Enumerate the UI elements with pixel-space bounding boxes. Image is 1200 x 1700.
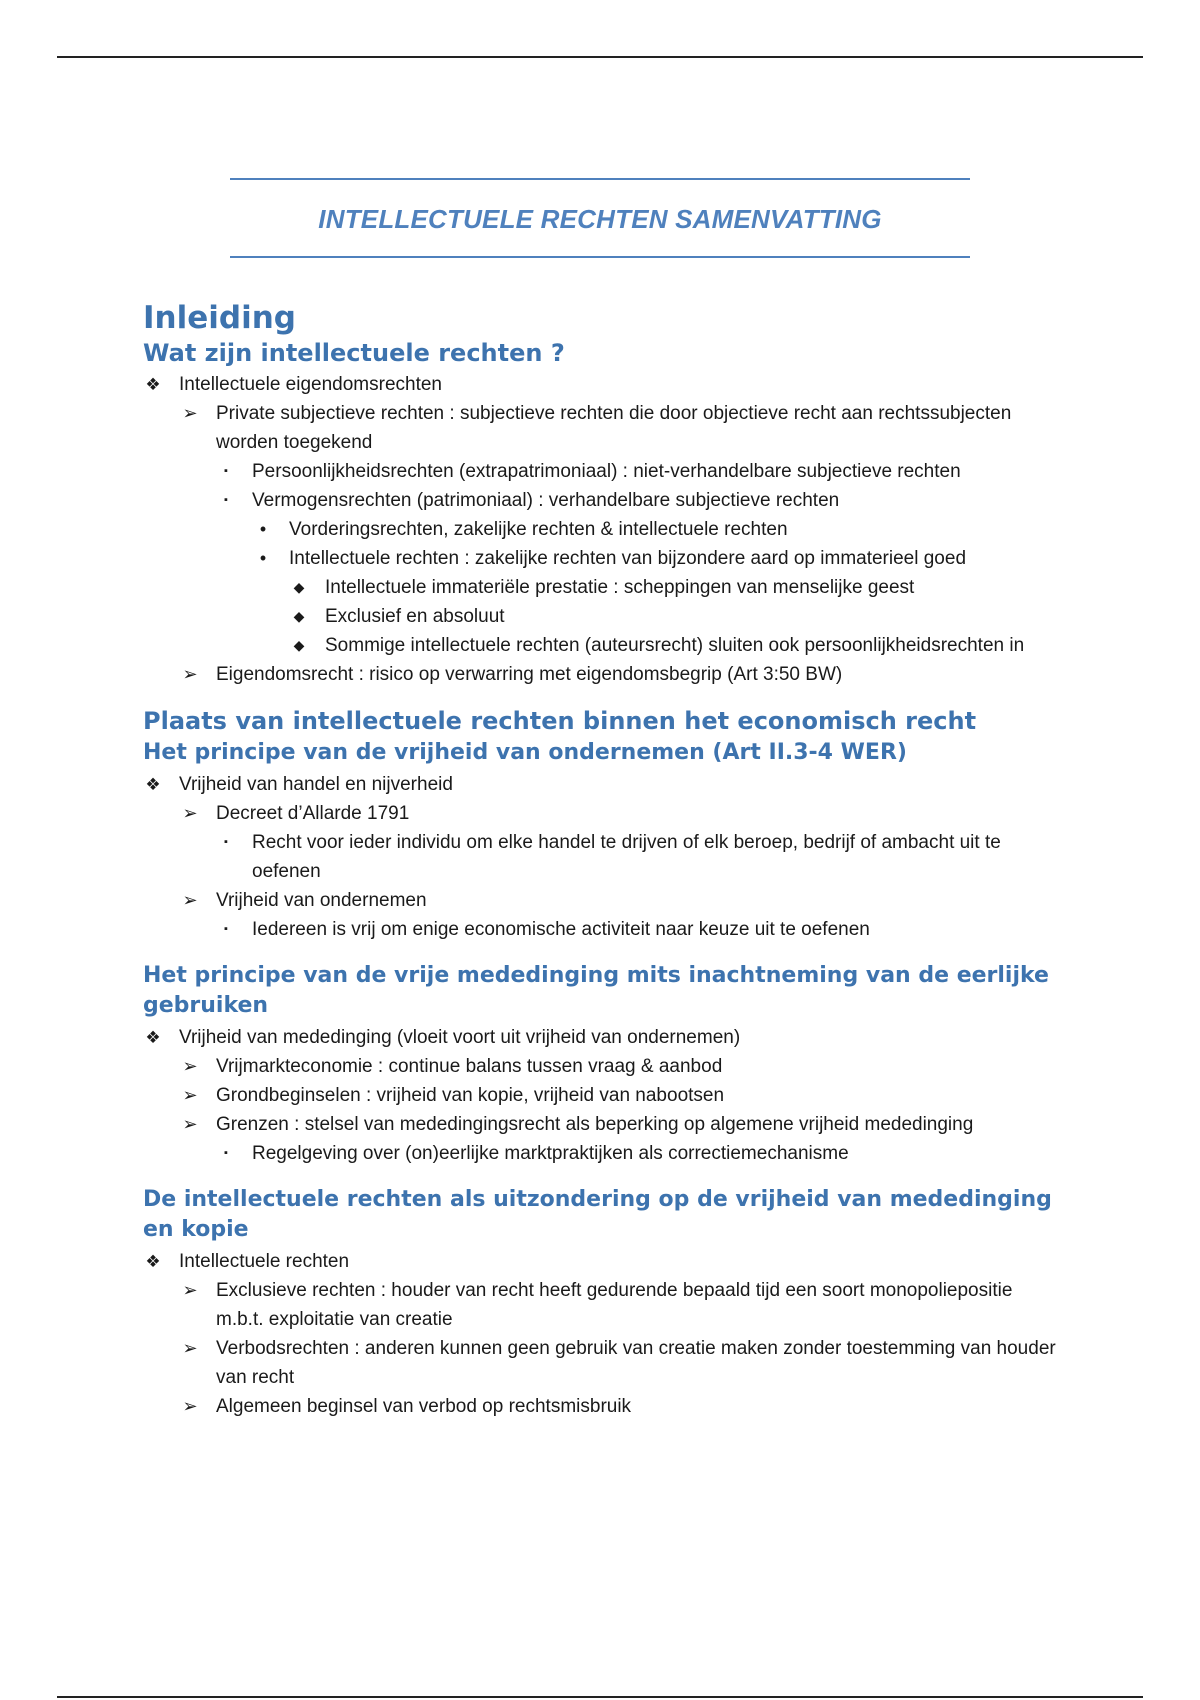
list-item: ❖ Vrijheid van mededinging (vloeit voort uit vrijheid van ondernemen) xyxy=(143,1023,1063,1052)
list-item: ➢ Grenzen : stelsel van mededingingsrecht als beperking op algemene vrijheid mededinging xyxy=(143,1110,1063,1139)
heading-wat-zijn-intellectuele-rechten: Wat zijn intellectuele rechten ? xyxy=(143,339,565,367)
bullet-solid-diamond-icon: ◆ xyxy=(293,608,305,624)
bullet-arrow-icon: ➢ xyxy=(182,664,198,684)
bullet-arrow-icon: ➢ xyxy=(182,1396,198,1416)
bullet-square-icon: ▪ xyxy=(224,465,228,477)
list-item: ❖ Vrijheid van handel en nijverheid xyxy=(143,770,1063,799)
list-item: ▪ Recht voor ieder individu om elke handel te drijven of elk beroep, bedrijf of ambacht uit te oefenen xyxy=(143,828,1063,886)
list-item: ➢ Vrijmarkteconomie : continue balans tussen vraag & aanbod xyxy=(143,1052,1063,1081)
bullet-arrow-icon: ➢ xyxy=(182,1280,198,1300)
bullet-arrow-icon: ➢ xyxy=(182,803,198,823)
bullet-arrow-icon: ➢ xyxy=(182,890,198,910)
list-item: ◆ Intellectuele immateriële prestatie : scheppingen van menselijke geest xyxy=(143,573,1063,602)
list-item: ❖ Intellectuele eigendomsrechten xyxy=(143,370,1063,399)
title-rule-bottom xyxy=(230,256,970,258)
heading-uitzondering-op-vrijheid: De intellectuele rechten als uitzondering op de vrijheid van mededinging en kopie xyxy=(143,1187,1052,1242)
list-item: ▪ Persoonlijkheidsrechten (extrapatrimoniaal) : niet-verhandelbare subjectieve rechten xyxy=(143,457,1063,486)
bullet-diamond-icon: ❖ xyxy=(145,1252,161,1271)
bullet-arrow-icon: ➢ xyxy=(182,1056,198,1076)
bullet-square-icon: ▪ xyxy=(224,494,228,506)
list-item: ➢ Decreet d’Allarde 1791 xyxy=(143,799,1063,828)
bullet-square-icon: ▪ xyxy=(224,836,228,848)
bullet-dot-icon: • xyxy=(259,548,267,568)
page-header-rule xyxy=(57,56,1143,58)
list-item: ➢ Algemeen beginsel van verbod op rechtsmisbruik xyxy=(143,1392,1063,1421)
bullet-diamond-icon: ❖ xyxy=(145,1028,161,1047)
heading-vrije-mededinging: Het principe van de vrije mededinging mits inachtneming van de eerlijke gebruiken xyxy=(143,963,1049,1018)
bullet-arrow-icon: ➢ xyxy=(182,1114,198,1134)
list-item: ➢ Verbodsrechten : anderen kunnen geen gebruik van creatie maken zonder toestemming van houder van recht xyxy=(143,1334,1063,1392)
list-item: ➢ Vrijheid van ondernemen xyxy=(143,886,1063,915)
list-item: ➢ Grondbeginselen : vrijheid van kopie, vrijheid van nabootsen xyxy=(143,1081,1063,1110)
bullet-square-icon: ▪ xyxy=(224,923,228,935)
bullet-square-icon: ▪ xyxy=(224,1147,228,1159)
heading-plaats-van-intellectuele-rechten: Plaats van intellectuele rechten binnen het economisch recht xyxy=(143,707,977,735)
bullet-arrow-icon: ➢ xyxy=(182,403,198,423)
title-block xyxy=(230,178,970,258)
page-footer-rule xyxy=(57,1696,1143,1698)
list-item: ➢ Private subjectieve rechten : subjectieve rechten die door objectieve recht aan rechtssubjecten worden toegekend xyxy=(143,399,1063,457)
list-item: ▪ Iedereen is vrij om enige economische activiteit naar keuze uit te oefenen xyxy=(143,915,1063,944)
list-item: ➢ Exclusieve rechten : houder van recht heeft gedurende bepaald tijd een soort monopoliepositie m.b.t. exploitatie van creatie xyxy=(143,1276,1063,1334)
bullet-diamond-icon: ❖ xyxy=(145,775,161,794)
list-item: • Intellectuele rechten : zakelijke rechten van bijzondere aard op immaterieel goed xyxy=(143,544,1063,573)
list-item: ◆ Sommige intellectuele rechten (auteursrecht) sluiten ook persoonlijkheidsrechten in xyxy=(143,631,1063,660)
list-item: ➢ Eigendomsrecht : risico op verwarring met eigendomsbegrip (Art 3:50 BW) xyxy=(143,660,1063,689)
bullet-diamond-icon: ❖ xyxy=(145,375,161,394)
list-item: ❖ Intellectuele rechten xyxy=(143,1247,1063,1276)
list-item: ◆ Exclusief en absoluut xyxy=(143,602,1063,631)
bullet-solid-diamond-icon: ◆ xyxy=(293,637,305,653)
document-title: INTELLECTUELE RECHTEN SAMENVATTING xyxy=(318,204,882,234)
list-item: ▪ Regelgeving over (on)eerlijke marktpraktijken als correctiemechanisme xyxy=(143,1139,1063,1168)
bullet-solid-diamond-icon: ◆ xyxy=(293,579,305,595)
document-body xyxy=(143,298,1063,1421)
heading-inleiding: Inleiding xyxy=(143,300,296,336)
heading-vrijheid-van-ondernemen: Het principe van de vrijheid van ondernemen (Art II.3-4 WER) xyxy=(143,740,907,765)
bullet-arrow-icon: ➢ xyxy=(182,1085,198,1105)
list-item: • Vorderingsrechten, zakelijke rechten & intellectuele rechten xyxy=(143,515,1063,544)
list-item: ▪ Vermogensrechten (patrimoniaal) : verhandelbare subjectieve rechten xyxy=(143,486,1063,515)
bullet-arrow-icon: ➢ xyxy=(182,1338,198,1358)
bullet-dot-icon: • xyxy=(259,519,267,539)
